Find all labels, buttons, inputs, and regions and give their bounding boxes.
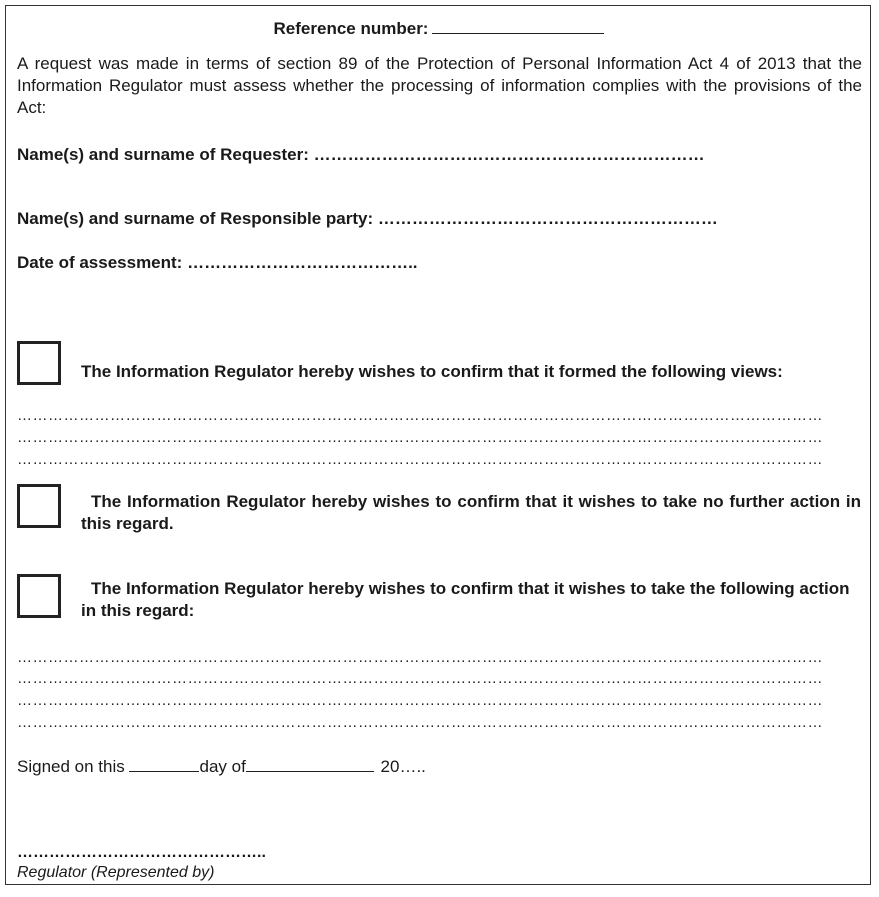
- views-line-1[interactable]: …………………………………………………………………………………………………………………………………………: [17, 407, 823, 424]
- views-option-text: The Information Regulator hereby wishes to confirm that it formed the following views:: [81, 362, 783, 381]
- no-further-action-checkbox[interactable]: [17, 484, 61, 528]
- signature-dots[interactable]: ………………………………………..: [17, 844, 266, 861]
- form-frame: [5, 5, 871, 885]
- day-of-label: day of: [199, 757, 246, 776]
- signed-on-row: [17, 756, 426, 777]
- responsible-party-label: Name(s) and surname of Responsible party:: [17, 209, 374, 228]
- views-checkbox[interactable]: [17, 341, 61, 385]
- no-further-action-text: The Information Regulator hereby wishes to confirm that it wishes to take no further action in this regard.: [81, 492, 861, 533]
- signed-on-label: Signed on this: [17, 757, 125, 776]
- action-line-2[interactable]: …………………………………………………………………………………………………………………………………………: [17, 670, 823, 687]
- action-line-3[interactable]: …………………………………………………………………………………………………………………………………………: [17, 692, 823, 709]
- date-of-assessment-dots[interactable]: …………………………………..: [187, 253, 418, 272]
- signed-day-blank[interactable]: [129, 756, 199, 772]
- signature-caption: Regulator (Represented by): [17, 864, 215, 881]
- signed-year[interactable]: 20…..: [380, 757, 426, 776]
- take-action-text: The Information Regulator hereby wishes to confirm that it wishes to take the following action in this regard:: [81, 579, 850, 620]
- action-line-4[interactable]: …………………………………………………………………………………………………………………………………………: [17, 714, 823, 731]
- signed-month-blank[interactable]: [246, 756, 374, 772]
- reference-number-row: [6, 17, 872, 39]
- reference-number-label: Reference number:: [273, 19, 429, 38]
- responsible-party-field: [17, 209, 718, 229]
- date-of-assessment-label: Date of assessment:: [17, 253, 183, 272]
- reference-number-blank[interactable]: [432, 17, 604, 34]
- requester-dots[interactable]: ……………………………………………………………: [313, 145, 705, 164]
- date-of-assessment-field: [17, 253, 418, 273]
- take-action-checkbox[interactable]: [17, 574, 61, 618]
- views-line-2[interactable]: …………………………………………………………………………………………………………………………………………: [17, 429, 823, 446]
- action-line-1[interactable]: …………………………………………………………………………………………………………………………………………: [17, 649, 823, 666]
- responsible-party-dots[interactable]: ……………………………………………………: [377, 209, 718, 228]
- intro-paragraph: A request was made in terms of section 89 of the Protection of Personal Information Act 4 of 2013 that the Information Regulator must assess whether the processing of information complies with the provisions of the Act:: [17, 54, 862, 117]
- views-line-3[interactable]: …………………………………………………………………………………………………………………………………………: [17, 451, 823, 468]
- requester-label: Name(s) and surname of Requester:: [17, 145, 309, 164]
- requester-field: [17, 145, 705, 165]
